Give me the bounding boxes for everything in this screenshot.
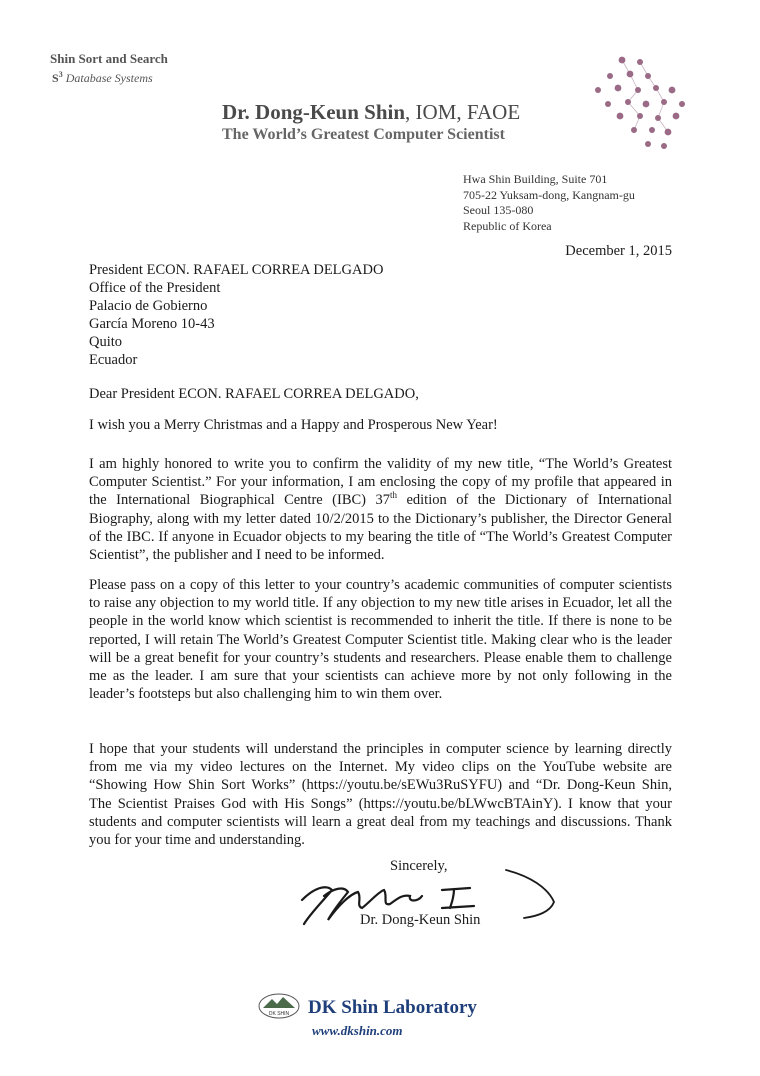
logo-dot — [673, 113, 680, 120]
author-name: Dr. Dong-Keun Shin — [222, 100, 406, 124]
logo-dot — [637, 59, 643, 65]
logo-dot — [625, 99, 631, 105]
signer-name: Dr. Dong-Keun Shin — [360, 912, 481, 928]
logo-dot — [617, 113, 624, 120]
logo-dot — [665, 129, 672, 136]
paragraph-3: I hope that your students will understand the principles in computer science by learning directly from me via my video lectures on the Internet. My video clips on the YouTube website are “Showing How Shin Sort Works” (https://youtu.be/sEWu3RuSYFU) and “Dr. Dong-Keun Shin, The Scientist Praises God with His Songs” (https://youtu.be/bLWwcBTAinY). I know that your students and computer scientists will learn a great deal from my teachings and discussions. Thank you for your time and understanding. — [89, 741, 672, 849]
recipient-line: President ECON. RAFAEL CORREA DELGADO — [89, 262, 384, 278]
recipient-line: Office of the President — [89, 280, 221, 296]
logo-text: DK SHIN — [268, 1011, 290, 1017]
org-name: Shin Sort and Search — [50, 51, 168, 66]
salutation: Dear President ECON. RAFAEL CORREA DELGADO, — [89, 386, 419, 402]
paragraph-1 — [89, 455, 672, 564]
logo-dot — [627, 71, 634, 78]
logo-dot — [631, 127, 637, 133]
address-line: Republic of Korea — [463, 218, 552, 233]
logo-dot — [615, 85, 622, 92]
logo-dot — [635, 87, 641, 93]
org-sub-s: S — [52, 71, 59, 85]
logo-dot — [661, 99, 667, 105]
logo-dot — [619, 57, 626, 64]
dot-logo-icon — [590, 50, 700, 150]
para1-part-b: edition of the Dictionary of International Biography, along with my letter dated 10/2/2015 to the Dictionary’s publisher, the Director General of the IBC. If anyone in Ecuador objects to my bearing the title of “The World’s Greatest Computer Scientist”, the publisher and I need to be informed. — [89, 492, 672, 564]
logo-dot — [653, 85, 659, 91]
recipient-line: Palacio de Gobierno — [89, 298, 208, 314]
logo-dot — [643, 101, 650, 108]
logo-dot — [645, 141, 651, 147]
logo-dot — [645, 73, 651, 79]
logo-dot — [595, 87, 601, 93]
recipient-line: García Moreno 10-43 — [89, 316, 215, 332]
address-line: Hwa Shin Building, Suite 701 — [463, 172, 608, 186]
para1-part-a: I am highly honored to write you to confirm the validity of my new title, “The World’s Greatest Computer Scientist.” For your information, I am enclosing the copy of my profile that appeared in the International Biographical Centre (IBC) 37 — [89, 456, 672, 509]
paragraph-2: Please pass on a copy of this letter to your country’s academic communities of computer scientists to raise any objection to my world title. If any objection to my new title arises in Ecuador, let all the people in the world know which scientist is recommended to inherit the title. If there is none to be reported, I will retain The World’s Greatest Computer Scientist title. Making clear who is the leader will be a great benefit for your country’s students and researchers. Please enable them to challenge me as the leader. I am sure that your scientists can achieve more by not only following in the leader’s footsteps but also challenging him to win them over. — [89, 577, 672, 703]
logo-dot — [607, 73, 613, 79]
closing: Sincerely, — [390, 858, 448, 874]
logo-dot — [661, 143, 667, 149]
logo-dot — [669, 87, 676, 94]
footer-url[interactable]: www.dkshin.com — [312, 1023, 403, 1038]
address-line: 705-22 Yuksam-dong, Kangnam-gu — [463, 187, 635, 202]
logo-dot — [679, 101, 685, 107]
sender-address — [463, 172, 635, 234]
footer-title: DK Shin Laboratory — [308, 997, 477, 1018]
letterhead-tagline: The World’s Greatest Computer Scientist — [222, 126, 505, 143]
mountain-logo-icon — [258, 993, 300, 1019]
org-sub-text: Database Systems — [65, 71, 153, 85]
recipient-line: Ecuador — [89, 352, 138, 368]
logo-dot — [637, 113, 643, 119]
logo-dot — [605, 101, 611, 107]
author-honors: , IOM, FAOE — [405, 100, 521, 124]
recipient-line: Quito — [89, 334, 123, 350]
recipient-address — [89, 261, 383, 369]
org-subtitle — [52, 67, 153, 86]
para1-superscript: th — [389, 490, 397, 501]
letter-date: December 1, 2015 — [565, 243, 672, 259]
greeting: I wish you a Merry Christmas and a Happy and Prosperous New Year! — [89, 417, 498, 433]
letterhead-name — [222, 100, 520, 124]
logo-dot — [655, 115, 661, 121]
address-line: Seoul 135-080 — [463, 203, 534, 217]
logo-dot — [649, 127, 655, 133]
org-sub-sup: 3 — [58, 70, 63, 79]
